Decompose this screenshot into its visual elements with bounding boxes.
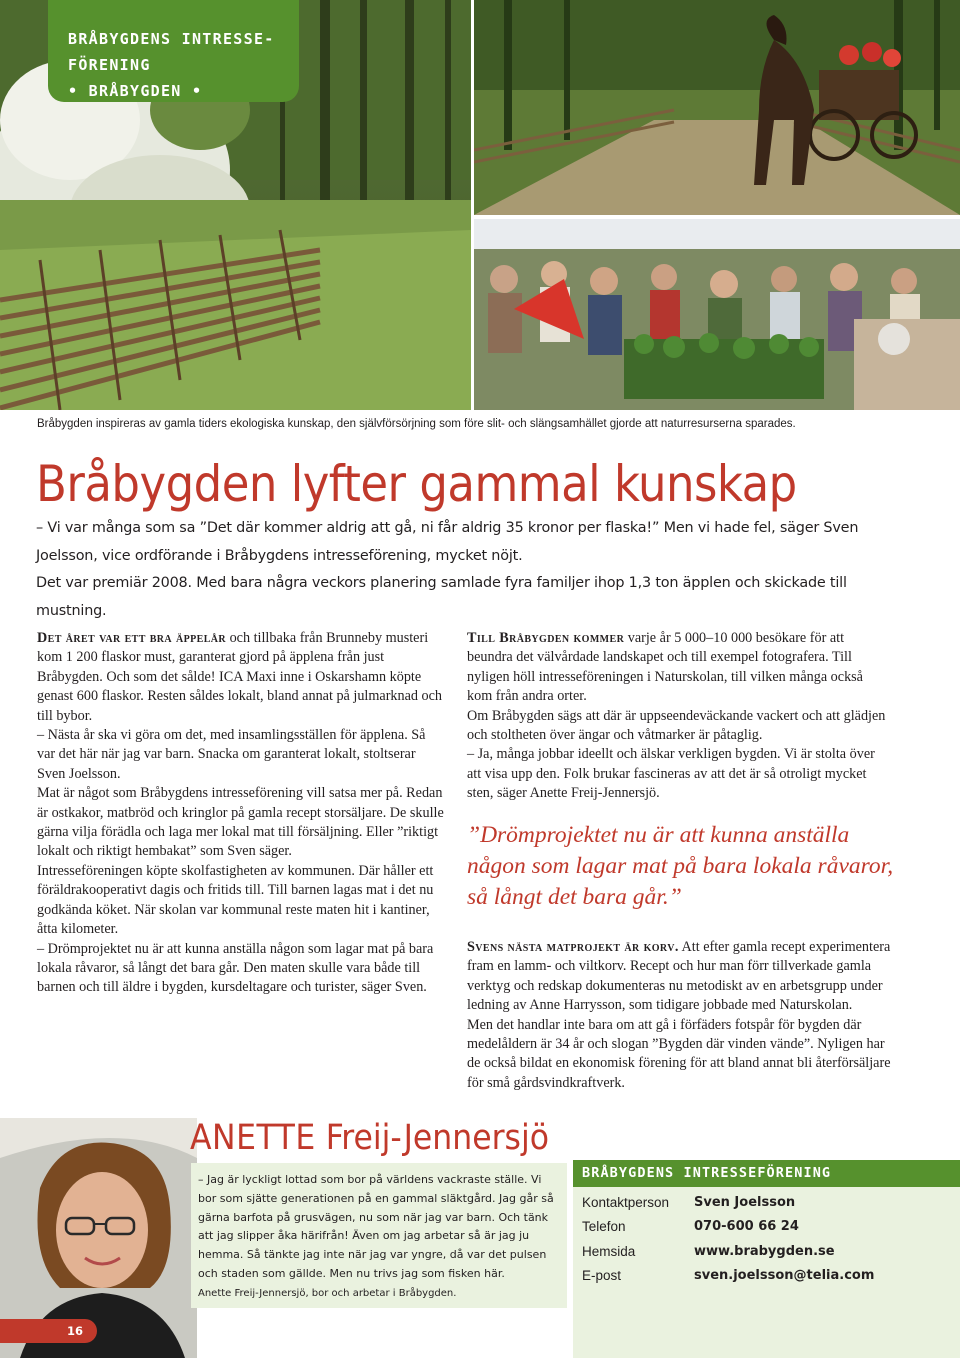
body-paragraph: Till Bråbygden kommer varje år 5 000–10 000 besökare för att beundra det välvårdade landskapet och till exempel fotografera. Till nyligen höll intresseföreningen i Naturskolan, till vilken många också kom från andra orter. xyxy=(467,630,863,705)
body-paragraph: Det året var ett bra äppelår och tillbaka från Brunneby musteri kom 1 200 flaskor must, garanterat gjord på äpplena från just Bråbygden. Och som det sålde! ICA Maxi inne i Oskarshamn köpte genast 600 flaskor. Resten såldes lokalt, bland annat på julmarknad och till bybor. xyxy=(37,630,443,724)
tag-line-2: FÖRENING xyxy=(68,56,151,74)
body-paragraph: Svens nästa matprojekt är korv. Att efter gamla recept experimentera fram en lamm- och viltkorv. Recept och hur man förr tillverkade gamla verktyg och redskap dokumenteras nu metodiskt av en arbetsgrupp under ledning av Anne Harrysson, som tidigare jobbade med Naturskolan. xyxy=(467,939,891,1014)
contact-row-email xyxy=(582,1264,960,1289)
body-paragraph: Intresseföreningen köpte skolfastigheten av kommunen. Där håller ett föräldrakooperativt dagis och fritids till. Till barnen lagas mat i det nu godkända köket. När skolan var kommunal reste maten hit i kantiner, åtta kilometer. xyxy=(37,862,434,938)
contact-row-website xyxy=(582,1239,960,1264)
contact-row-phone xyxy=(582,1215,960,1240)
website-link[interactable]: www.brabygden.se xyxy=(694,1243,835,1259)
profile-quote-box xyxy=(191,1163,567,1308)
profile-last-name: Freij-Jennersjö xyxy=(315,1118,549,1158)
body-paragraph: – Nästa år ska vi göra om det, med insamlingsställen för äpplena. Så var det här när jag var barn. Snacka om garanterat lokalt, stoltserar Sven Joelsson. xyxy=(37,727,426,782)
profile-name-heading xyxy=(190,1116,549,1160)
contact-value: Sven Joelsson xyxy=(694,1194,796,1210)
contact-box xyxy=(573,1160,960,1358)
body-paragraph: Om Bråbygden sägs att där är uppseendeväckande vackert och att glädjen och stoltheten över ängar och våtmarker är påtaglig. xyxy=(467,707,886,744)
profile-first-name: ANETTE xyxy=(190,1118,316,1158)
profile-quote: – Jag är lyckligt lottad som bor på världens vackraste ställe. Vi bor som sjätte generationen på en gammal släktgård. Jag går så gärna barfota på grusvägen, nu som när jag var barn. Och tänk att jag slipper åka härifrån! Även om jag arbetar så är jag ju hemma. Så tänkte jag inte när jag var yngre, då var det pulsen och staden som gällde. Men nu trivs jag som fisken här. xyxy=(198,1173,554,1280)
tag-line-3: • BRÅBYGDEN • xyxy=(68,82,203,100)
contact-label: Hemsida xyxy=(582,1243,636,1259)
contact-details xyxy=(573,1187,960,1358)
page-number: 16 xyxy=(0,1319,97,1343)
contact-value: 070-600 66 24 xyxy=(694,1219,799,1235)
lead-paragraph-2: Det var premiär 2008. Med bara några veckors planering samlade fyra familjer ihop 1,3 ton äpplen och skickade till mustning. xyxy=(36,575,847,619)
lead-paragraph-1: – Vi var många som sa ”Det där kommer aldrig att gå, ni får aldrig 35 kronor per flaska!” Men vi hade fel, säger Sven Joelsson, vice ordförande i Bråbygdens intresseförening, mycket nöjt. xyxy=(36,520,859,564)
body-column-right-top xyxy=(467,629,887,804)
lead-in: Det året var ett bra äppelår xyxy=(37,630,227,646)
photo-caption: Bråbygden inspireras av gamla tiders ekologiska kunskap, den självförsörjning som före slit- och slängsamhället gjorde att naturresurserna sparades. xyxy=(37,418,796,430)
photo-market-crowd xyxy=(474,219,960,410)
pull-quote: ”Drömprojektet nu är att kunna anställa någon som lagar mat på bara lokala råvaror, så långt det bara går.” xyxy=(467,822,894,910)
profile-signature: Anette Freij-Jennersjö, bor och arbetar i Bråbygden. xyxy=(198,1287,457,1299)
lead-in: Till Bråbygden kommer xyxy=(467,630,625,646)
article-headline: Bråbygden lyfter gammal kunskap xyxy=(36,455,797,513)
contact-label: E-post xyxy=(582,1268,622,1284)
contact-label: Kontaktperson xyxy=(582,1194,670,1210)
body-column-left xyxy=(37,629,445,998)
body-paragraph: – Drömprojektet nu är att kunna anställa någon som lagar mat på bara lokala råvaror, så långt det bara går. Den maten skulle vara både till barnen och till äldre i bygden, kursdeltagare och turister, säger Sven. xyxy=(37,940,434,996)
email-link[interactable]: sven.joelsson@telia.com xyxy=(694,1268,875,1284)
lead-in: Svens nästa matprojekt är korv. xyxy=(467,939,679,955)
body-paragraph: Men det handlar inte bara om att gå i förfäders fotspår för bygden där medelåldern är 34 år och slogan ”Bygden där vinden vände”. Nyligen har de också bildat en ekonomisk förening för att bland annat bli återförsäljare för små gårdsvindkraftverk. xyxy=(467,1016,891,1091)
tag-line-1: BRÅBYGDENS INTRESSE- xyxy=(68,30,275,48)
contact-row-person xyxy=(582,1190,960,1215)
article-lead xyxy=(36,515,916,625)
photo-horse-carriage xyxy=(474,0,960,215)
contact-heading: BRÅBYGDENS INTRESSEFÖRENING xyxy=(573,1160,960,1187)
association-tag xyxy=(48,0,299,102)
body-paragraph: – Ja, många jobbar ideellt och älskar verkligen bygden. Vi är stolta över att visa upp den. Folk brukar fascineras av att det är så otroligt mycket sten, säger Anette Freij-Jennersjö. xyxy=(467,746,875,802)
contact-label: Telefon xyxy=(582,1219,626,1235)
body-paragraph: Mat är något som Bråbygdens intresseförening vill satsa mer på. Redan är ostkakor, matbröd och kringlor på gamla recept storsäljare. De skulle gärna vilja förädla och laga mer lokal mat till försäljning. Eller ”riktigt lokalt och riktigt hembakat” som Sven säger. xyxy=(37,785,444,860)
body-column-right-bottom xyxy=(467,938,892,1093)
